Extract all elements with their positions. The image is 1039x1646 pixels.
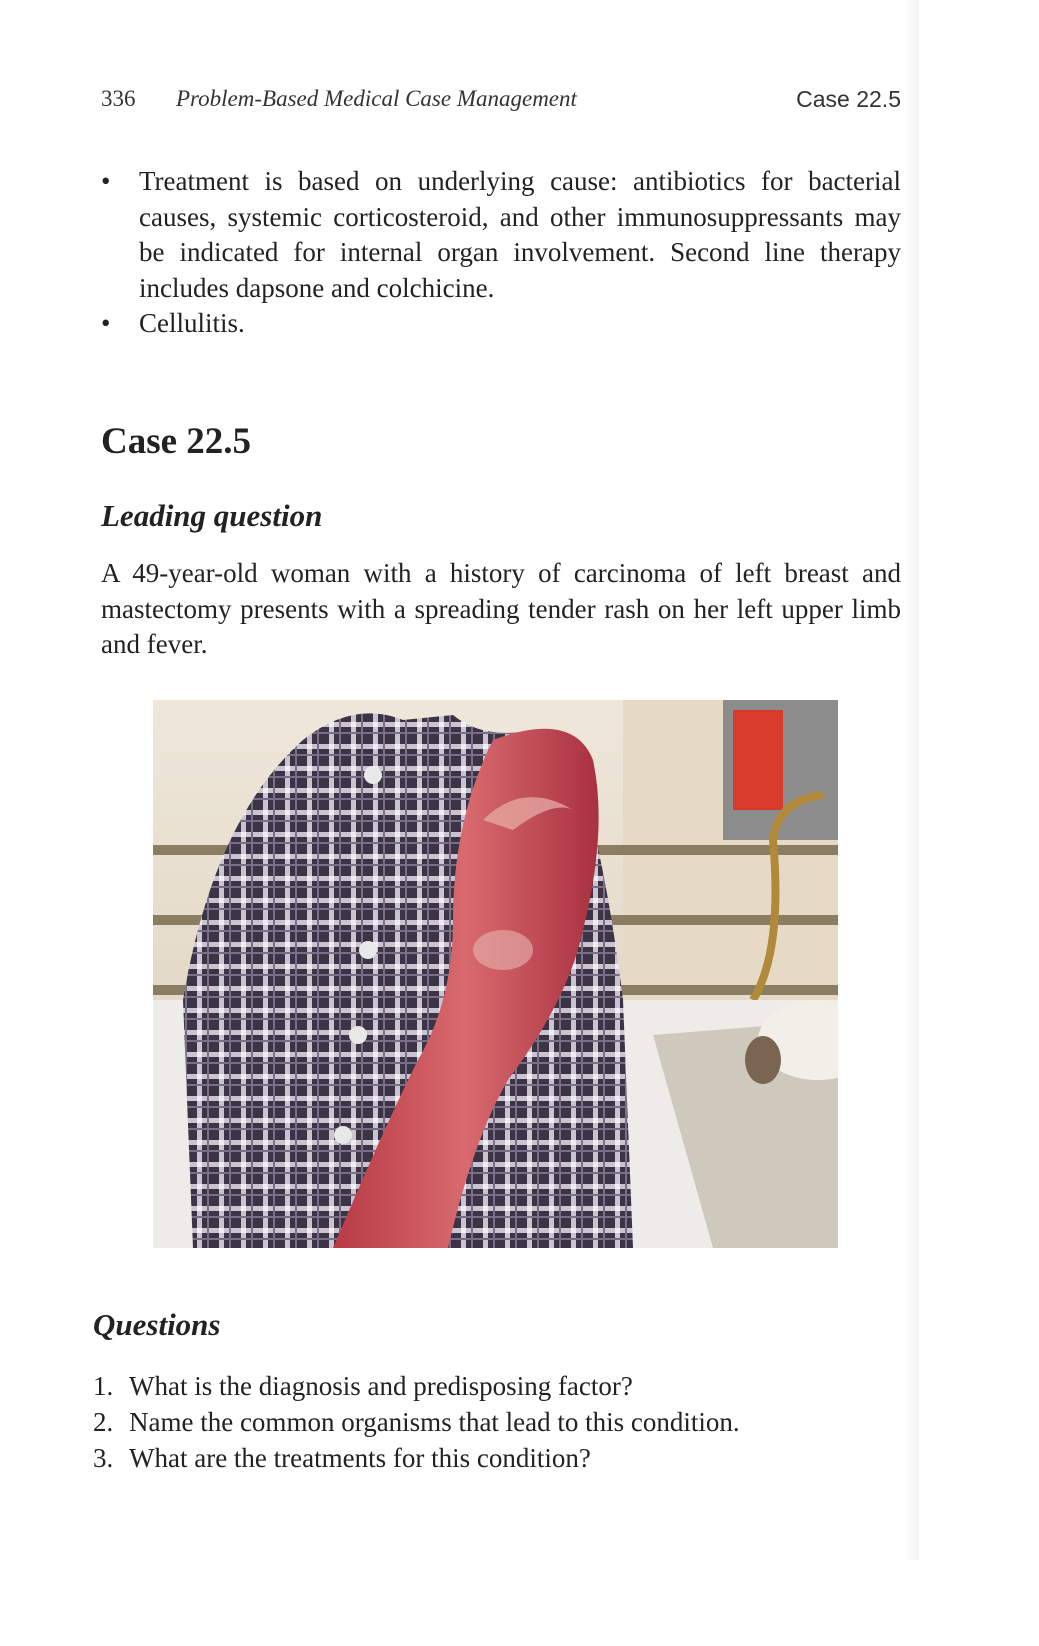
question-number: 3. — [93, 1443, 114, 1473]
question-text: Name the common organisms that lead to this condition. — [129, 1407, 740, 1437]
bullet-list — [101, 164, 901, 342]
question-item — [93, 1404, 913, 1440]
question-text: What is the diagnosis and predisposing factor? — [129, 1371, 633, 1401]
leading-question-text: A 49-year-old woman with a history of carcinoma of left breast and mastectomy presents with a spreading tender rash on her left upper limb and fever. — [101, 558, 901, 659]
questions-heading: Questions — [93, 1307, 221, 1342]
header-case-label: Case 22.5 — [796, 86, 901, 112]
bullet-text: Treatment is based on underlying cause: antibiotics for bacterial causes, systemic corticosteroid, and other immunosuppressants may be indicated for internal organ involvement. Second line therapy includes dapsone and colchicine. — [139, 166, 901, 303]
question-item — [93, 1368, 913, 1404]
question-item — [93, 1440, 913, 1476]
question-number: 2. — [93, 1407, 114, 1437]
case-title: Case 22.5 — [101, 421, 252, 462]
bullet-marker: • — [101, 308, 111, 338]
page-edge-shadow — [905, 0, 919, 1560]
clinical-photo — [153, 700, 838, 1248]
bullet-text: Cellulitis. — [139, 308, 245, 338]
bullet-marker: • — [101, 166, 111, 196]
bullet-item — [101, 164, 901, 306]
clinical-photo-illustration — [153, 700, 838, 1248]
questions-list — [93, 1368, 913, 1476]
page-number: 336 — [101, 86, 136, 111]
question-number: 1. — [93, 1371, 114, 1401]
question-text: What are the treatments for this condition? — [129, 1443, 591, 1473]
book-title: Problem-Based Medical Case Management — [176, 86, 577, 111]
bullet-item — [101, 306, 901, 342]
leading-question-heading: Leading question — [101, 498, 323, 533]
